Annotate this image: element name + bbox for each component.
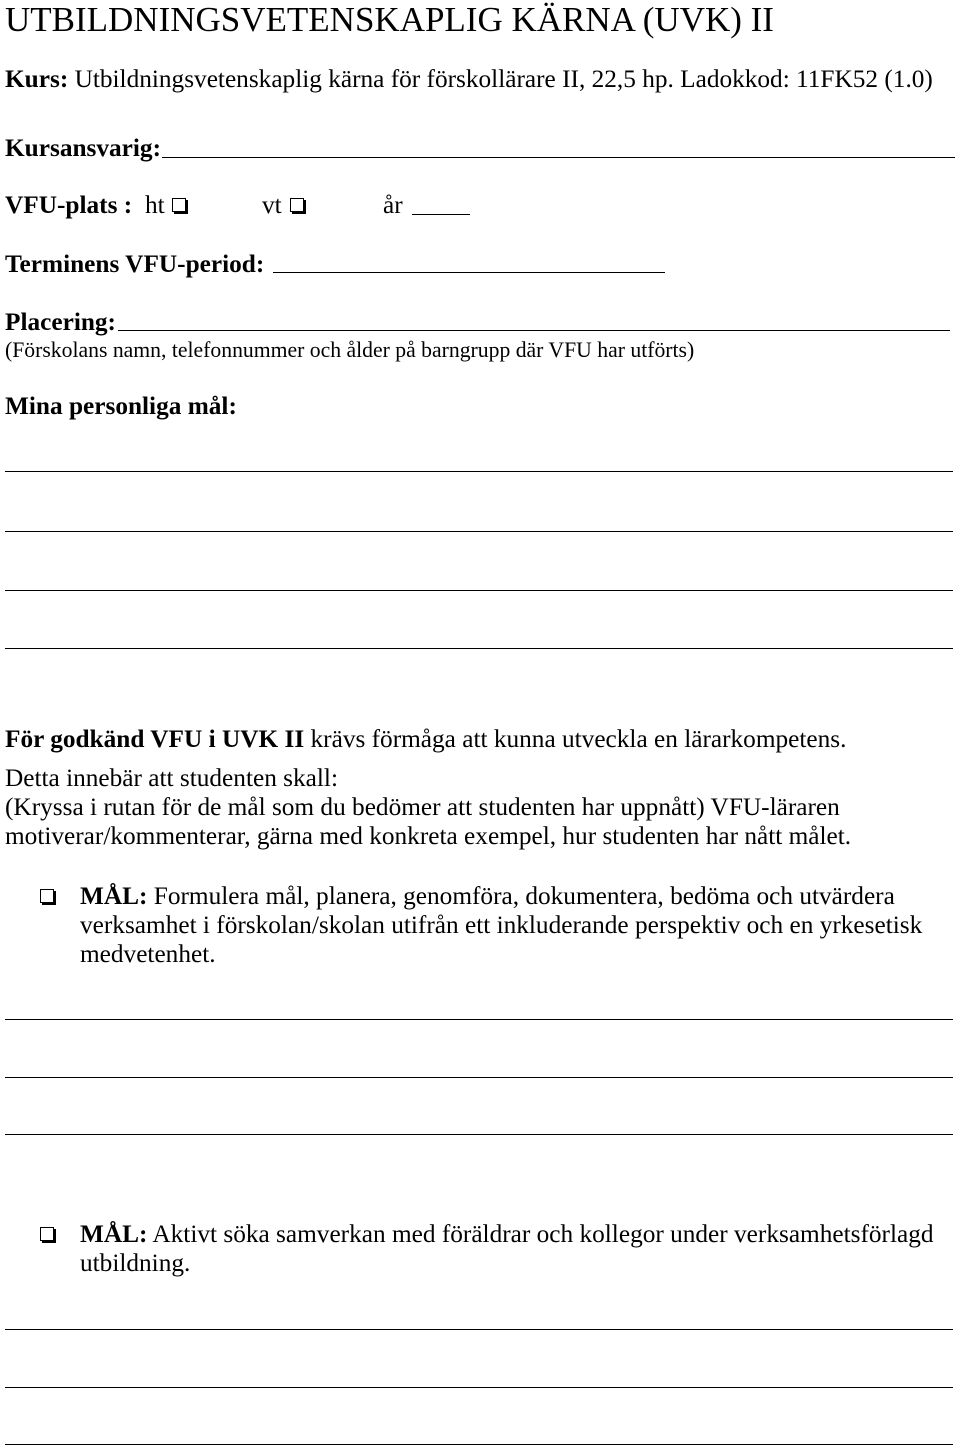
personal-goal-line-3[interactable] bbox=[5, 564, 953, 591]
term-vt-label: vt bbox=[262, 191, 282, 219]
requirement-intro: Detta innebär att studenten skall: bbox=[5, 764, 338, 792]
term-ht-label: ht bbox=[145, 191, 165, 219]
goal-1-text-line-3: medvetenhet. bbox=[80, 940, 216, 968]
goal-1-comment-line-1[interactable] bbox=[5, 993, 953, 1020]
personal-goal-line-2[interactable] bbox=[5, 505, 953, 532]
document-title: UTBILDNINGSVETENSKAPLIG KÄRNA (UVK) II bbox=[5, 0, 774, 39]
course-value: Utbildningsvetenskaplig kärna för förskollärare II, 22,5 hp. Ladokkod: 11FK52 (1.0) bbox=[74, 65, 933, 93]
goal-2-text: Aktivt söka samverkan med föräldrar och kollegor under verksamhetsförlagd bbox=[152, 1220, 934, 1248]
personal-goal-line-1[interactable] bbox=[5, 445, 953, 472]
goal-2-comment-line-1[interactable] bbox=[5, 1303, 953, 1330]
year-label: år bbox=[383, 191, 403, 219]
goal-1-checkbox[interactable] bbox=[40, 889, 54, 903]
placement-hint: (Förskolans namn, telefonnummer och ålder på barngrupp där VFU har utförts) bbox=[5, 338, 695, 362]
course-responsible-field[interactable] bbox=[162, 131, 955, 158]
term-ht-checkbox[interactable] bbox=[172, 198, 186, 212]
instruction-line-2: motiverar/kommenterar, gärna med konkreta exempel, hur studenten har nått målet. bbox=[5, 822, 852, 850]
requirement-heading bbox=[5, 725, 846, 754]
personal-goals-label: Mina personliga mål: bbox=[5, 392, 237, 420]
goal-2-comment-line-2[interactable] bbox=[5, 1361, 953, 1388]
instruction-line-1: (Kryssa i rutan för de mål som du bedömer att studenten har uppnått) VFU-läraren bbox=[5, 793, 840, 821]
vfu-place-label: VFU-plats : bbox=[5, 191, 133, 219]
goal-2-label: MÅL: bbox=[80, 1220, 148, 1248]
goal-1-comment-line-2[interactable] bbox=[5, 1051, 953, 1078]
placement-field[interactable] bbox=[118, 304, 950, 331]
goal-1-comment-line-3[interactable] bbox=[5, 1108, 953, 1135]
placement-label: Placering: bbox=[5, 308, 116, 336]
goal-1-label: MÅL: bbox=[80, 882, 148, 910]
goal-2-checkbox[interactable] bbox=[40, 1227, 54, 1241]
course-label: Kurs: bbox=[5, 65, 69, 93]
course-line bbox=[5, 65, 933, 94]
course-responsible-label: Kursansvarig: bbox=[5, 134, 162, 162]
term-vt-checkbox[interactable] bbox=[290, 198, 304, 212]
goal-2-comment-line-3[interactable] bbox=[5, 1418, 953, 1445]
goal-1-text-line-2: verksamhet i förskolan/skolan utifrån ett inkluderande perspektiv och en yrkesetisk bbox=[80, 911, 923, 939]
term-period-label: Terminens VFU-period: bbox=[5, 250, 265, 278]
requirement-heading-text: krävs förmåga att kunna utveckla en lärarkompetens. bbox=[310, 725, 847, 753]
goal-1-text-line-1 bbox=[80, 882, 895, 911]
goal-2-text-line-2: utbildning. bbox=[80, 1249, 191, 1277]
goal-1-text: Formulera mål, planera, genomföra, dokumentera, bedöma och utvärdera bbox=[153, 882, 895, 910]
term-period-field[interactable] bbox=[273, 246, 665, 273]
personal-goal-line-4[interactable] bbox=[5, 622, 953, 649]
year-field[interactable] bbox=[412, 188, 470, 215]
requirement-heading-bold: För godkänd VFU i UVK II bbox=[5, 725, 305, 753]
goal-2-text-line-1 bbox=[80, 1220, 934, 1249]
